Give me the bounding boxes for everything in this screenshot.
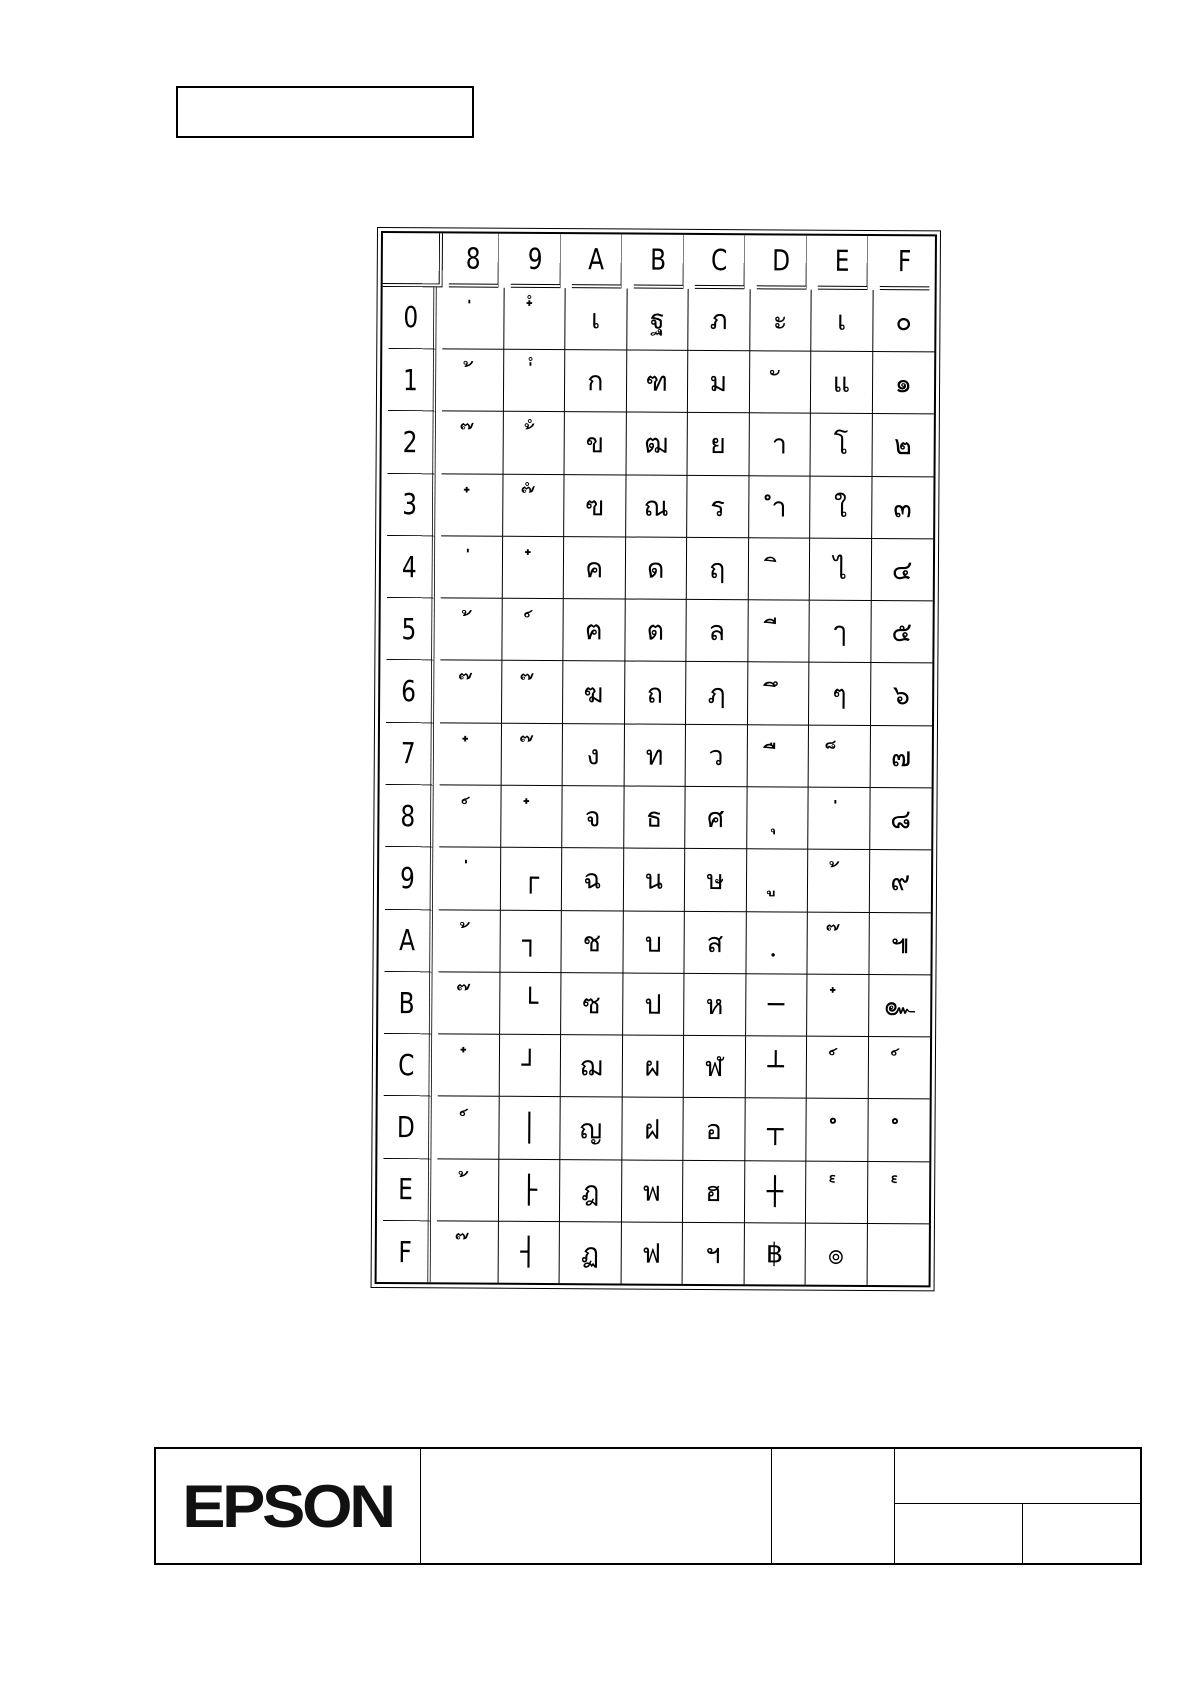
character-cell: ่ bbox=[441, 536, 503, 599]
character-code-table bbox=[375, 231, 937, 1287]
character-cell: ไ bbox=[810, 539, 872, 602]
character-cell: ่ bbox=[442, 287, 504, 350]
row-header: 8 bbox=[385, 785, 433, 848]
character-cell: เ bbox=[811, 289, 873, 352]
character-cell: ญ bbox=[560, 1098, 622, 1161]
character-cell: ย bbox=[688, 413, 750, 476]
table-row bbox=[379, 847, 931, 913]
character-cell: ช bbox=[561, 911, 623, 974]
character-cell: ๒ bbox=[872, 414, 934, 477]
character-cell: ๐ bbox=[873, 290, 935, 353]
character-cell: ฯ bbox=[683, 1223, 745, 1284]
logo-cell bbox=[156, 1449, 421, 1563]
character-cell: ฦ bbox=[686, 662, 748, 725]
character-cell: ฃ bbox=[564, 475, 626, 538]
character-cell: ้ bbox=[437, 1159, 499, 1222]
character-cell: ั bbox=[749, 351, 811, 414]
character-cell: ก bbox=[565, 350, 627, 413]
table-row bbox=[377, 1159, 929, 1225]
character-cell: ด bbox=[625, 537, 687, 600]
row-header: 5 bbox=[386, 598, 434, 661]
character-cell: ื bbox=[747, 725, 809, 788]
row-header: 3 bbox=[387, 474, 435, 537]
column-header-row bbox=[383, 233, 935, 290]
character-cell: ํ bbox=[868, 1099, 930, 1162]
row-header: F bbox=[383, 1221, 431, 1282]
character-cell: ๋ bbox=[807, 974, 869, 1037]
character-cell: ฅ bbox=[563, 599, 625, 662]
sheet-cell-top bbox=[895, 1449, 1140, 1504]
character-cell: ๗ bbox=[870, 726, 932, 789]
character-cell: อ bbox=[683, 1098, 745, 1161]
character-cell: ท bbox=[624, 724, 686, 787]
row-header: 1 bbox=[388, 349, 436, 412]
character-cell: ๑ bbox=[872, 352, 934, 415]
table-row bbox=[381, 474, 933, 540]
character-cell: ศ bbox=[685, 787, 747, 850]
revision-cell bbox=[772, 1449, 895, 1563]
table-row bbox=[377, 1221, 929, 1285]
column-header: C bbox=[695, 235, 745, 289]
character-cell: ู bbox=[746, 850, 808, 913]
character-cell: ำ bbox=[749, 476, 811, 539]
character-cell: ้ bbox=[442, 349, 504, 412]
row-header: C bbox=[384, 1034, 432, 1097]
character-cell: ฬ bbox=[684, 1036, 746, 1099]
character-cell: ้ bbox=[440, 599, 502, 662]
column-header: 8 bbox=[449, 233, 499, 287]
character-cell: ┴ bbox=[745, 1036, 807, 1099]
character-cell: ๋ bbox=[440, 723, 502, 786]
character-cell: ๊ bbox=[501, 723, 563, 786]
character-cell: ๋ bbox=[501, 786, 563, 849]
column-header: D bbox=[756, 235, 806, 289]
character-cell: ใ bbox=[810, 476, 872, 539]
character-cell: ๆ bbox=[809, 663, 871, 726]
character-code-table-wrap bbox=[375, 231, 939, 1289]
epson-logo: EPSON bbox=[182, 1472, 394, 1540]
character-cell bbox=[867, 1224, 929, 1285]
character-cell: ๎ bbox=[867, 1162, 929, 1225]
table-row bbox=[378, 1034, 930, 1100]
character-cell: ุ bbox=[747, 787, 809, 850]
character-cell: ฤ bbox=[687, 538, 749, 601]
character-cell: ์ bbox=[439, 785, 501, 848]
title-cell bbox=[421, 1449, 772, 1563]
row-header: 9 bbox=[385, 847, 433, 910]
character-cell: บ bbox=[623, 911, 685, 974]
character-cell: ๓ bbox=[872, 477, 934, 540]
table-row bbox=[381, 536, 933, 602]
character-cell: ฟ bbox=[621, 1222, 683, 1283]
table-row bbox=[379, 785, 931, 851]
character-cell: ๊ bbox=[442, 412, 504, 475]
character-cell: ๋ bbox=[438, 1035, 500, 1098]
character-cell: ี bbox=[748, 600, 810, 663]
character-cell: ล bbox=[686, 600, 748, 663]
character-cell: ─ bbox=[746, 974, 808, 1037]
character-cell: า bbox=[749, 414, 811, 477]
character-cell: ┌ bbox=[500, 848, 562, 911]
row-header: 4 bbox=[387, 536, 435, 599]
character-cell: ห bbox=[684, 974, 746, 1037]
character-cell: ๔ bbox=[871, 539, 933, 602]
character-cell: ง bbox=[563, 724, 625, 787]
character-cell: ┤ bbox=[498, 1222, 560, 1283]
character-cell: ฝ bbox=[622, 1098, 684, 1161]
character-cell: ฎ bbox=[560, 1160, 622, 1223]
column-header: 9 bbox=[510, 234, 560, 288]
character-cell: ษ bbox=[685, 849, 747, 912]
character-cell: ๊ bbox=[440, 661, 502, 724]
character-cell: ๅ bbox=[809, 601, 871, 664]
table-corner-cell bbox=[383, 233, 443, 287]
character-cell: ๊ bbox=[807, 912, 869, 975]
character-cell: ๕ bbox=[871, 601, 933, 664]
character-cell: ฒ bbox=[626, 413, 688, 476]
character-cell: ๊ํ bbox=[503, 474, 565, 537]
column-header: F bbox=[879, 236, 929, 290]
table-row bbox=[377, 1096, 929, 1162]
character-cell: ซ bbox=[561, 973, 623, 1036]
character-cell: ┼ bbox=[744, 1161, 806, 1224]
page-label-box bbox=[176, 86, 474, 138]
sheet-cell-bottom-left bbox=[895, 1504, 1023, 1563]
character-cell: ร bbox=[687, 476, 749, 539]
character-cell: ์ bbox=[437, 1097, 499, 1160]
sheet-cell-bottom-right bbox=[1023, 1504, 1140, 1563]
character-cell: ๊ bbox=[501, 661, 563, 724]
row-header: A bbox=[384, 910, 432, 973]
character-cell: └ bbox=[500, 973, 562, 1036]
character-cell: ฆ bbox=[563, 662, 625, 725]
character-cell: ๎ bbox=[806, 1161, 868, 1224]
character-cell: ฿ bbox=[744, 1223, 806, 1284]
character-cell: ๚ bbox=[869, 913, 931, 976]
character-cell: ์ bbox=[868, 1037, 930, 1100]
character-cell: ฉ bbox=[562, 848, 624, 911]
character-cell: ภ bbox=[688, 289, 750, 352]
column-header: B bbox=[633, 235, 683, 289]
row-header: 0 bbox=[388, 287, 436, 350]
character-cell: ป bbox=[623, 973, 685, 1036]
character-cell: พ bbox=[621, 1160, 683, 1223]
row-header: 7 bbox=[386, 723, 434, 786]
character-cell: ๏ bbox=[806, 1224, 868, 1285]
character-cell: ๊ bbox=[437, 1221, 499, 1282]
character-cell: ฏ bbox=[560, 1222, 622, 1283]
character-cell: ๊ bbox=[438, 972, 500, 1035]
character-cell: ฌ bbox=[561, 1035, 623, 1098]
character-cell: น bbox=[623, 849, 685, 912]
character-cell: ์ bbox=[807, 1037, 869, 1100]
character-cell: ่ bbox=[808, 788, 870, 851]
character-cell: ิ bbox=[748, 538, 810, 601]
column-header: E bbox=[818, 236, 868, 290]
table-row bbox=[378, 972, 930, 1038]
character-cell: ้ bbox=[808, 850, 870, 913]
table-row bbox=[380, 723, 932, 789]
table-row bbox=[378, 910, 930, 976]
character-cell: ส bbox=[684, 911, 746, 974]
character-cell: โ bbox=[811, 414, 873, 477]
column-header: A bbox=[572, 234, 622, 288]
character-cell: แ bbox=[811, 352, 873, 415]
character-cell: ว bbox=[686, 725, 748, 788]
character-cell: ่ํ bbox=[503, 350, 565, 413]
character-cell: ผ bbox=[622, 1036, 684, 1099]
character-cell: ๋ํ bbox=[504, 288, 566, 351]
table-row bbox=[380, 660, 932, 726]
character-cell: ┐ bbox=[500, 910, 562, 973]
character-cell: ธ bbox=[624, 787, 686, 850]
character-cell: เ bbox=[565, 288, 627, 351]
character-cell: ณ bbox=[626, 475, 688, 538]
character-cell: ้ํ bbox=[503, 412, 565, 475]
row-header: D bbox=[383, 1096, 431, 1159]
character-cell: ข bbox=[565, 412, 627, 475]
character-cell: ┬ bbox=[745, 1099, 807, 1162]
table-row bbox=[382, 411, 934, 477]
character-cell: ฑ bbox=[626, 351, 688, 414]
character-cell: ๛ bbox=[869, 975, 931, 1038]
character-cell: ├ bbox=[498, 1159, 560, 1222]
character-cell: ฮ bbox=[683, 1161, 745, 1224]
character-cell: ้ bbox=[438, 910, 500, 973]
character-cell: ฺ bbox=[746, 912, 808, 975]
character-cell: │ bbox=[499, 1097, 561, 1160]
character-cell: ่ bbox=[439, 848, 501, 911]
character-cell: ถ bbox=[624, 662, 686, 725]
character-cell: ึ bbox=[747, 663, 809, 726]
character-cell: ํ bbox=[806, 1099, 868, 1162]
character-cell: ๋ bbox=[502, 537, 564, 600]
character-cell: ๖ bbox=[870, 663, 932, 726]
character-cell: ┘ bbox=[499, 1035, 561, 1098]
character-cell: ค bbox=[564, 537, 626, 600]
row-header: E bbox=[383, 1159, 431, 1222]
character-cell: ๋ bbox=[441, 474, 503, 537]
character-cell: จ bbox=[562, 786, 624, 849]
table-row bbox=[380, 598, 932, 664]
character-cell: ฐ bbox=[627, 288, 689, 351]
table-row bbox=[382, 287, 934, 353]
row-header: 2 bbox=[388, 411, 436, 474]
row-header: 6 bbox=[386, 661, 434, 724]
title-block bbox=[154, 1447, 1142, 1565]
character-cell: ็ bbox=[809, 725, 871, 788]
character-cell: ๘ bbox=[870, 788, 932, 851]
character-cell: ์ bbox=[502, 599, 564, 662]
row-header: B bbox=[384, 972, 432, 1035]
table-row bbox=[382, 349, 934, 415]
character-cell: ๙ bbox=[869, 850, 931, 913]
character-cell: ต bbox=[625, 600, 687, 663]
character-cell: ะ bbox=[750, 289, 812, 352]
character-cell: ม bbox=[688, 351, 750, 414]
